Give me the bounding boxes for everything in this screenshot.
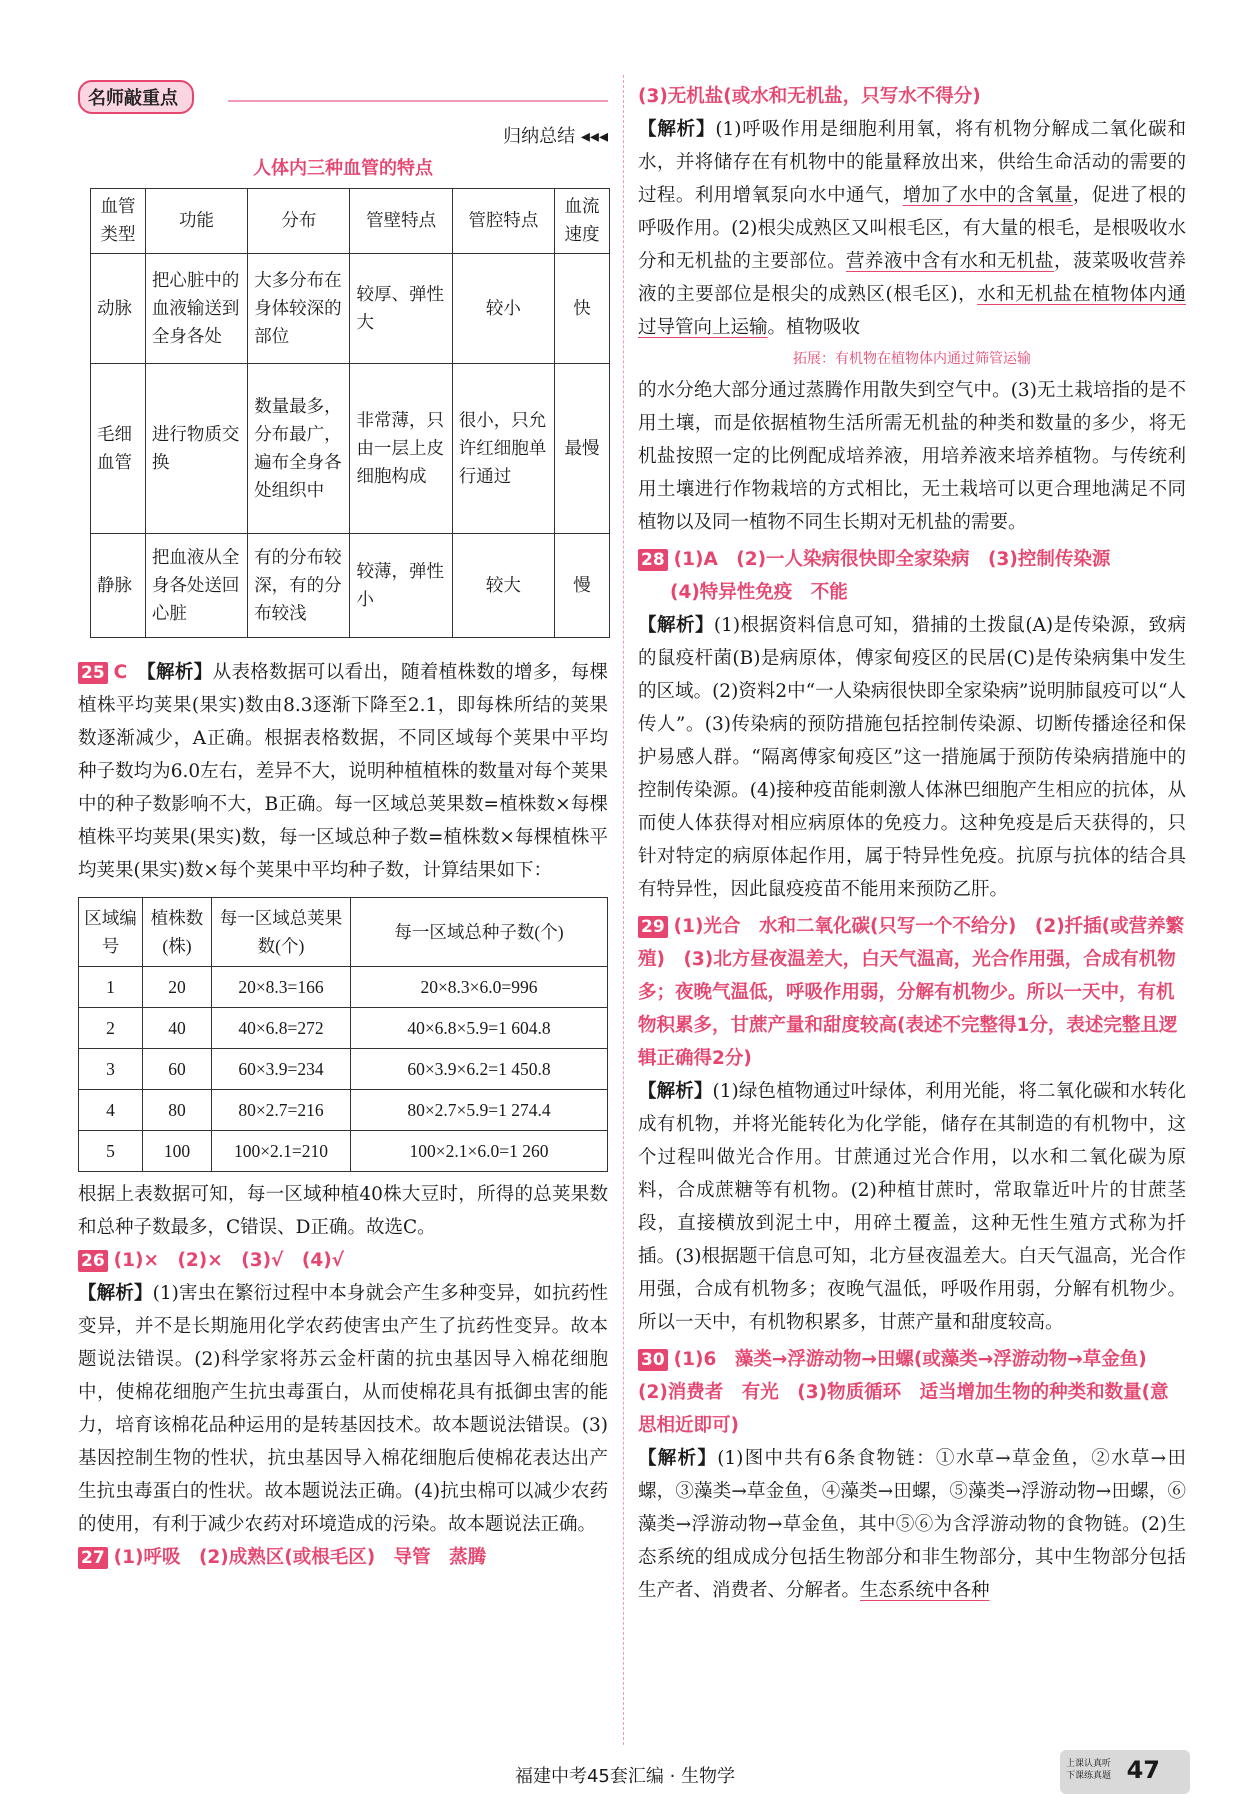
question-number: 28	[638, 549, 668, 571]
table-row	[91, 364, 610, 534]
answer: (3)无机盐(或水和无机盐，只写水不得分)	[638, 86, 981, 107]
banner-line	[228, 100, 608, 102]
question-29	[638, 910, 1186, 1339]
table-cell: 把血液从全身各处送回心脏	[145, 534, 247, 638]
key-points-banner	[78, 80, 608, 120]
page-number: 47	[1126, 1756, 1160, 1784]
table-row	[91, 534, 610, 638]
analysis-text: 。植物吸收	[767, 317, 861, 338]
analysis-text: (1)图中共有6条食物链：①水草→草金鱼，②水草→田螺，③藻类→草金鱼，④藻类→田螺，⑤藻类→浮游动物→田螺，⑥藻类→浮游动物→草金鱼，其中⑤⑥为含浮游动物的食物链。(2)生态系统的组成成分包括生物部分和非生物部分，其中生物部分包括生产者、消费者、分解者。	[638, 1448, 1186, 1601]
answer: (1)6 藻类→浮游动物→田螺(或藻类→浮游动物→草金鱼) (2)消费者 有光 (3)物质循环 适当增加生物的种类和数量(意思相近即可)	[638, 1349, 1169, 1436]
table-cell: 80×2.7×5.9=1 274.4	[351, 1090, 608, 1131]
right-column	[638, 80, 1186, 1607]
analysis-text: (1)害虫在繁衍过程中本身就会产生多种变异，如抗药性变异，并不是长期施用化学农药使害虫产生了抗药性变异。故本题说法错误。(2)科学家将苏云金杆菌的抗虫基因导入棉花细胞中，使棉花细胞产生抗虫毒蛋白，从而使棉花具有抵御虫害的能力，培育该棉花品种运用的是转基因技术。故本题说法错误。(3)基因控制生物的性状，抗虫基因导入棉花细胞后使棉花表达出产生抗虫毒蛋白的性状。故本题说法正确。(4)抗虫棉可以减少农药的使用，有利于减少农药对环境造成的污染。故本题说法正确。	[78, 1283, 608, 1535]
analysis-text: (1)根据资料信息可知，猎捕的土拨鼠(A)是传染源，致病的鼠疫杆菌(B)是病原体，傅家甸疫区的民居(C)是传染病集中发生的区域。(2)资料2中“一人染病很快即全家染病”说明肺鼠疫可以“人传人”。(3)传染病的预防措施包括控制传染源、切断传播途径和保护易感人群。“隔离傅家甸疫区”这一措施属于预防传染病措施中的控制传染源。(4)接种疫苗能刺激人体淋巴细胞产生相应的抗体，从而使人体获得对相应病原体的免疫力。这种免疫是后天获得的，只针对特定的病原体起作用，属于特异性免疫。抗原与抗体的结合具有特异性，因此鼠疫疫苗不能用来预防乙肝。	[638, 615, 1186, 900]
table-header-cell: 分布	[248, 189, 350, 254]
answer: (1)A (2)一人染病很快即全家染病 (3)控制传染源	[673, 549, 1111, 570]
left-column	[78, 80, 608, 1574]
vessel-table	[90, 188, 610, 638]
question-27-start	[78, 1541, 608, 1574]
underlined-text: 生态系统中各种	[860, 1580, 990, 1601]
analysis-text: 从表格数据可以看出，随着植株数的增多，每棵植株平均荚果(果实)数由8.3逐渐下降至2.1，即每株所结的荚果数逐渐减少，A正确。根据表格数据，不同区域每个荚果中平均种子数均为6.0左右，差异不大，说明种植植株的数量对每个荚果中的种子数影响不大，B正确。每一区域总荚果数=植株数×每棵植株平均荚果(果实)数，每一区域总种子数=植株数×每棵植株平均荚果(果实)数×每个荚果中平均种子数，计算结果如下：	[78, 662, 608, 881]
answer: (1)× (2)× (3)√ (4)√	[113, 1250, 344, 1271]
table-cell: 较小	[452, 254, 554, 364]
table-cell: 60×3.9=234	[212, 1049, 351, 1090]
table-cell: 进行物质交换	[145, 364, 247, 534]
analysis-text: (1)呼吸作用是细胞利用氧，将有机物分解成二氧化碳和水，并将储存在有机物中的能量释放出来，供给生命活动的需要的过程。利用增氧泵向水中通气，	[638, 119, 1186, 206]
table-row	[79, 1049, 608, 1090]
table-cell: 80	[143, 1090, 212, 1131]
table-cell: 较大	[452, 534, 554, 638]
table-cell: 最慢	[555, 364, 610, 534]
table-cell: 40×6.8×5.9=1 604.8	[351, 1008, 608, 1049]
vessel-table-title: 人体内三种血管的特点	[253, 158, 433, 179]
table-cell: 数量最多，分布最广，遍布全身各处组织中	[248, 364, 350, 534]
question-number: 30	[638, 1349, 668, 1371]
question-30	[638, 1343, 1186, 1607]
table-cell: 慢	[555, 534, 610, 638]
question-number: 26	[78, 1250, 108, 1272]
analysis-text: (1)绿色植物通过叶绿体，利用光能，将二氧化碳和水转化成有机物，并将光能转化为化学能，储存在其制造的有机物中，这个过程叫做光合作用。甘蔗通过光合作用，以水和二氧化碳为原料，合成蔗糖等有机物。(2)种植甘蔗时，常取靠近叶片的甘蔗茎段，直接横放到泥土中，用碎土覆盖，这种无性生殖方式称为扦插。(3)根据题干信息可知，北方昼夜温差大。白天气温高，光合作用强，合成有机物多；夜晚气温低，呼吸作用弱，分解有机物少。所以一天中，有机物积累多，甘蔗产量和甜度较高。	[638, 1081, 1186, 1333]
table-cell: 20×8.3×6.0=996	[351, 967, 608, 1008]
table-cell: 20×8.3=166	[212, 967, 351, 1008]
table-cell: 100×2.1×6.0=1 260	[351, 1131, 608, 1172]
analysis-label: 【解析】	[638, 1081, 713, 1102]
table-cell: 3	[79, 1049, 143, 1090]
table-header-cell: 每一区域总荚果数(个)	[212, 898, 351, 967]
table-header-cell: 每一区域总种子数(个)	[351, 898, 608, 967]
table-cell: 100×2.1=210	[212, 1131, 351, 1172]
analysis-text: 根据上表数据可知，每一区域种植40株大豆时，所得的总荚果数和总种子数最多，C错误、D正确。故选C。	[78, 1184, 608, 1238]
analysis-label: 【解析】	[638, 119, 716, 140]
analysis-text: ，促进了根的呼吸作用。(2)根尖成熟区又叫根毛区，有大量的根毛，是根吸收水分和无机盐的主要部位。	[638, 185, 1186, 272]
table-header-cell: 管腔特点	[452, 189, 554, 254]
table-header-cell: 区域编号	[79, 898, 143, 967]
table-row	[79, 1090, 608, 1131]
extension-note: 拓展：有机物在植物体内通过筛管运输	[793, 351, 1031, 367]
table-cell: 60×3.9×6.2=1 450.8	[351, 1049, 608, 1090]
analysis-label: 【解析】	[638, 1448, 718, 1469]
table-header-cell: 血管类型	[91, 189, 146, 254]
table-header-row	[91, 189, 610, 254]
underlined-text: 增加了水中的含氧量	[902, 185, 1073, 206]
table-cell: 毛细血管	[91, 364, 146, 534]
table-row	[79, 967, 608, 1008]
table-row	[91, 254, 610, 364]
table-cell: 很小，只允许红细胞单行通过	[452, 364, 554, 534]
table-header-cell: 功能	[145, 189, 247, 254]
page-badge	[1060, 1750, 1190, 1794]
summary-label: 归纳总结 ◂◂◂	[503, 126, 608, 147]
answer: (4)特异性免疫 不能	[670, 582, 848, 603]
table-header-row	[79, 898, 608, 967]
analysis-label: 【解析】	[638, 615, 714, 636]
question-number: 29	[638, 916, 668, 938]
table-cell: 静脉	[91, 534, 146, 638]
table-cell: 把心脏中的血液输送到全身各处	[145, 254, 247, 364]
analysis-text: 的水分绝大部分通过蒸腾作用散失到空气中。(3)无土栽培指的是不用土壤，而是依据植物生活所需无机盐的种类和数量的多少，将无机盐按照一定的比例配成培养液，用培养液来培养植物。与传统利用土壤进行作物栽培的方式相比，无土栽培可以更合理地满足不同植物以及同一植物不同生长期对无机盐的需要。	[638, 380, 1186, 533]
analysis-text: ，菠菜吸收营养液的主要部位是根尖的成熟区(根毛区)，	[638, 251, 1186, 305]
table-header-cell: 植株数(株)	[143, 898, 212, 967]
footer-title: 福建中考45套汇编 · 生物学	[514, 1766, 736, 1787]
table-cell: 较薄，弹性小	[350, 534, 452, 638]
key-points-tag: 名师敲重点	[78, 80, 194, 114]
analysis-label: 【解析】	[78, 1283, 153, 1304]
table-cell: 40	[143, 1008, 212, 1049]
table-cell: 较厚、弹性大	[350, 254, 452, 364]
question-number: 27	[78, 1547, 108, 1569]
answer: (1)光合 水和二氧化碳(只写一个不给分) (2)扦插(或营养繁殖) (3)北方昼夜温差大，白天气温高，光合作用强，合成有机物多；夜晚气温低，呼吸作用弱，分解有机物少。所以一天中，有机物积累多，甘蔗产量和甜度较高(表述不完整得1分，表述完整且逻辑正确得2分)	[638, 916, 1185, 1069]
badge-slogan: 上课认真听 下课练真题	[1066, 1759, 1112, 1781]
table-header-cell: 管壁特点	[350, 189, 452, 254]
table-cell: 60	[143, 1049, 212, 1090]
question-26	[78, 1244, 608, 1541]
table-cell: 有的分布较深，有的分布较浅	[248, 534, 350, 638]
table-cell: 100	[143, 1131, 212, 1172]
table-cell: 5	[79, 1131, 143, 1172]
column-divider	[623, 75, 624, 1745]
table-cell: 80×2.7=216	[212, 1090, 351, 1131]
analysis-label: 【解析】	[146, 662, 213, 683]
table-cell: 4	[79, 1090, 143, 1131]
table-cell: 2	[79, 1008, 143, 1049]
table-cell: 20	[143, 967, 212, 1008]
answer: (1)呼吸 (2)成熟区(或根毛区) 导管 蒸腾	[113, 1547, 487, 1568]
table-cell: 快	[555, 254, 610, 364]
question-28	[638, 543, 1186, 906]
underlined-text: 营养液中含有水和无机盐	[846, 251, 1055, 272]
table-cell: 大多分布在身体较深的部位	[248, 254, 350, 364]
table-row	[79, 1008, 608, 1049]
seed-table	[78, 897, 608, 1172]
question-25	[78, 656, 608, 1244]
table-cell: 非常薄，只由一层上皮细胞构成	[350, 364, 452, 534]
table-header-cell: 血流速度	[555, 189, 610, 254]
underlined-text: 水和无机盐在植物体内通过导管向上运输	[638, 284, 1186, 338]
table-cell: 1	[79, 967, 143, 1008]
answer: C	[113, 662, 128, 683]
table-cell: 40×6.8=272	[212, 1008, 351, 1049]
table-row	[79, 1131, 608, 1172]
question-number: 25	[78, 662, 108, 684]
table-cell: 动脉	[91, 254, 146, 364]
